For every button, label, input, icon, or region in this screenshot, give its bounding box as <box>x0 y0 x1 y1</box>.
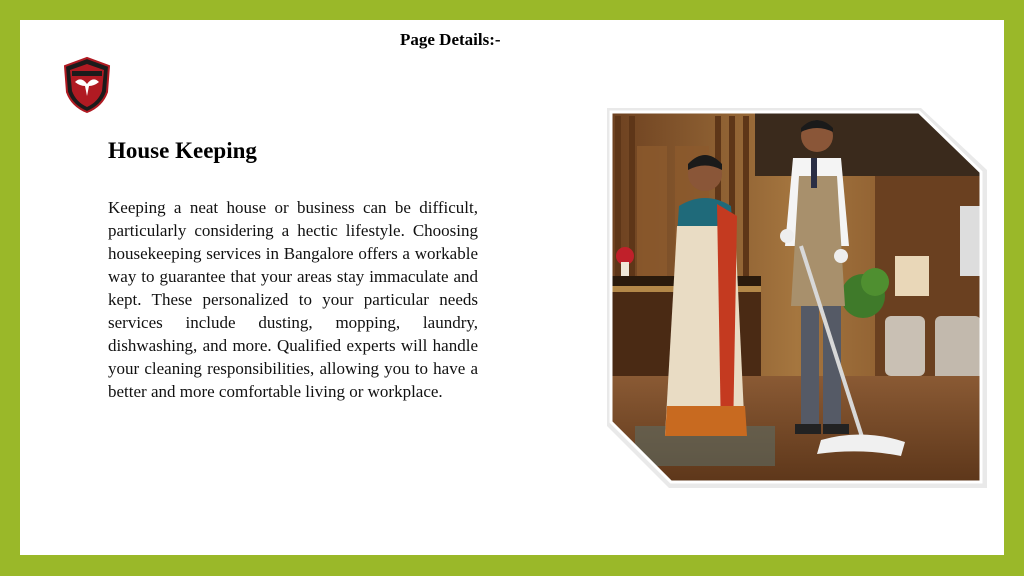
housekeeping-staff-photo-icon <box>605 106 989 490</box>
page-heading: Page Details:- <box>400 30 501 49</box>
shield-logo-icon <box>62 56 112 114</box>
slide-canvas <box>20 20 1004 555</box>
section-body-text: Keeping a neat house or business can be difficult, particularly considering a hectic lifestyle. Choosing housekeeping services in Bangalore offers a workable way to guarantee that your areas stay immaculate and kept. These personalized to your particular needs services include dusting, mopping, laundry, dishwashing, and more. Qualified experts will handle your cleaning responsibilities, allowing you to have a better and more comfortable living or workplace. <box>108 198 478 401</box>
section-title: House Keeping <box>108 138 257 163</box>
